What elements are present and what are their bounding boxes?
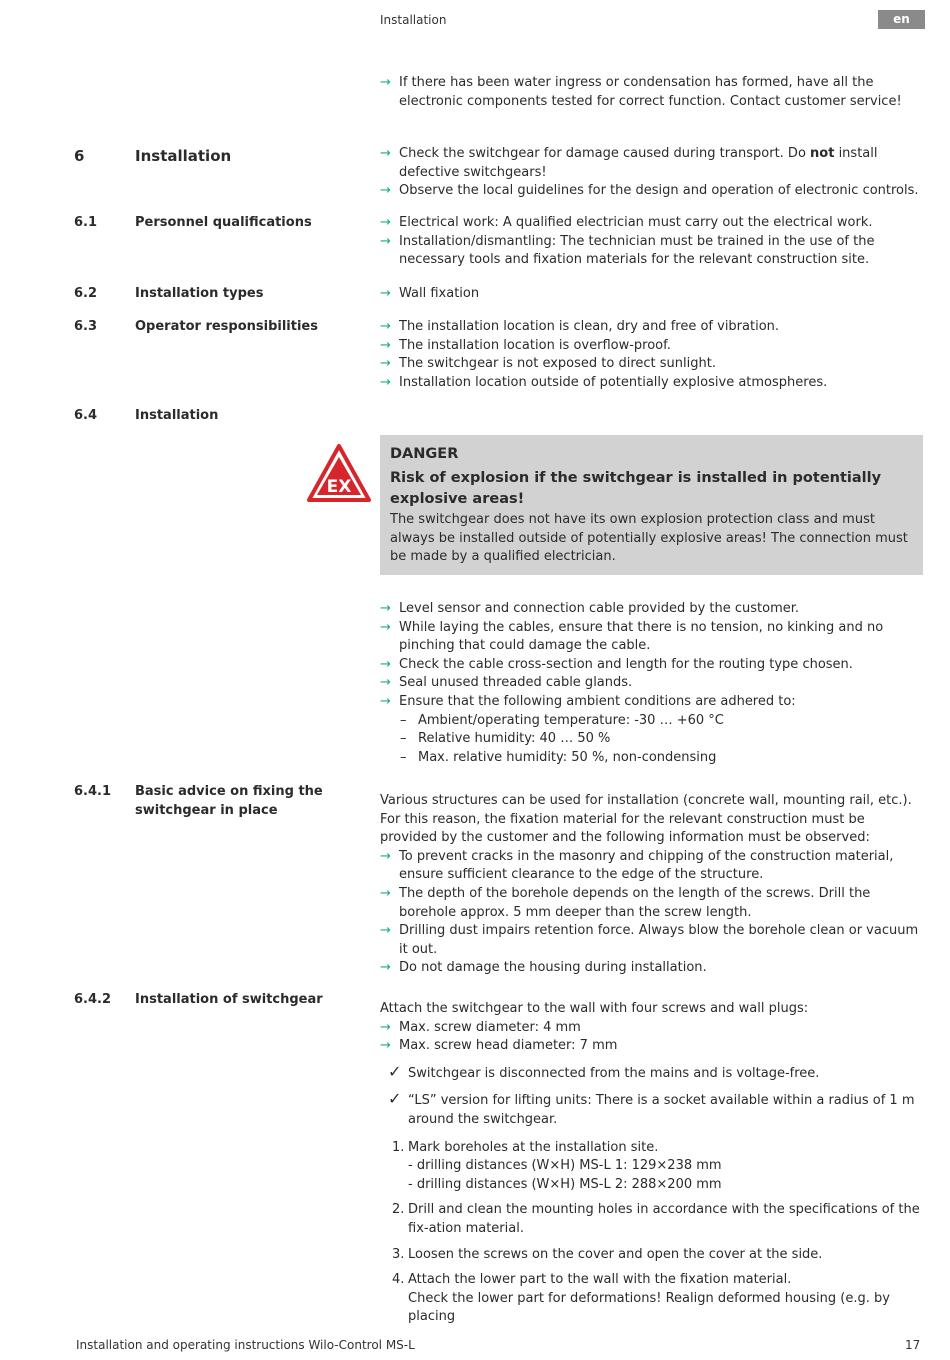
list-item: → Observe the local guidelines for the design and operation of electronic controls. (380, 182, 920, 201)
arrow-right-icon: → (380, 215, 391, 230)
section-title: Operator responsibilities (135, 319, 318, 334)
list-item: → Installation location outside of potentially explosive atmospheres. (380, 374, 920, 393)
dash-icon: – (400, 749, 407, 765)
section-number: 6.1 (74, 215, 98, 230)
checkmark-icon: ✓ (388, 1061, 402, 1081)
list-item: → Drilling dust impairs retention force. Always blow the borehole clean or vacuum it out. (380, 923, 919, 957)
paragraph: Various structures can be used for installation (concrete wall, mounting rail, etc.). For this reason, the fixation material for the relevant construction must be provided by the customer and the following information must be observed: (380, 793, 912, 846)
section-title: Installation types (135, 286, 264, 301)
arrow-right-icon: → (380, 319, 391, 334)
list-item: → If there has been water ingress or condensation has formed, have all the electronic components tested for correct function. Contact customer service! (380, 75, 902, 109)
danger-warning-box (380, 435, 923, 575)
list-item: → To prevent cracks in the masonry and chipping of the construction material, ensure sufficient clearance to the edge of the structure. (380, 848, 894, 883)
list-item: → Level sensor and connection cable provided by the customer. (380, 600, 920, 619)
page-number: 17 (905, 1338, 921, 1352)
step-item: 3. Loosen the screws on the cover and open the cover at the side. (380, 1246, 920, 1265)
prerequisite-item: ✓ Switchgear is disconnected from the mains and is voltage-free. (388, 1061, 820, 1081)
explosion-warning-icon (306, 443, 372, 503)
list-item: → Max. screw head diameter: 7 mm (380, 1037, 920, 1056)
list-item: → Max. screw diameter: 4 mm (380, 1019, 920, 1038)
section-number: 6.4 (74, 408, 98, 423)
paragraph: Attach the switchgear to the wall with four screws and wall plugs: (380, 1001, 809, 1016)
arrow-right-icon: → (380, 146, 391, 161)
arrow-right-icon: → (380, 286, 391, 301)
header-title: Installation (380, 13, 447, 27)
arrow-right-icon: → (380, 848, 391, 864)
section-number: 6.3 (74, 319, 98, 334)
list-item: → Seal unused threaded cable glands. (380, 674, 920, 693)
list-item: → Ensure that the following ambient conditions are adhered to: (380, 693, 920, 712)
section-number: 6.2 (74, 286, 98, 301)
arrow-right-icon: → (380, 75, 391, 90)
arrow-right-icon: → (380, 337, 391, 353)
list-item: → Electrical work: A qualified electrician must carry out the electrical work. (380, 214, 920, 233)
arrow-right-icon: → (380, 885, 391, 901)
arrow-right-icon: → (380, 693, 391, 709)
list-item: → While laying the cables, ensure that there is no tension, no kinking and no pinching that could damage the cable. (380, 619, 884, 654)
step-item: 4. Attach the lower part to the wall with the fixation material. Check the lower part for deformations! Realign deformed housing (e.g. by placing (392, 1272, 890, 1325)
footer-document-title: Installation and operating instructions Wilo-Control MS-L (76, 1338, 415, 1352)
arrow-right-icon: → (380, 1019, 391, 1035)
list-item: → The installation location is clean, dry and free of vibration. (380, 318, 920, 337)
step-number: 2. (392, 1202, 405, 1218)
section-6-4-content (380, 600, 920, 767)
language-badge: en (878, 10, 925, 29)
sub-list-item: – Max. relative humidity: 50 %, non-condensing (380, 749, 920, 768)
list-item: → Installation/dismantling: The technician must be trained in the use of the necessary tools and fixation materials for the relevant construction site. (380, 233, 875, 268)
danger-title: Risk of explosion if the switchgear is installed in potentially explosive areas! (390, 470, 882, 507)
arrow-right-icon: → (380, 356, 391, 372)
section-title: Personnel qualifications (135, 215, 312, 230)
intro-block (380, 74, 920, 111)
section-6-4-1-content (380, 792, 920, 978)
arrow-right-icon: → (380, 183, 391, 199)
step-number: 4. (392, 1272, 405, 1288)
section-number: 6 (74, 147, 85, 165)
step-number: 1. (392, 1139, 405, 1155)
arrow-right-icon: → (380, 1038, 391, 1054)
sub-list-item: – Relative humidity: 40 … 50 % (380, 730, 920, 749)
section-number: 6.4.1 (74, 784, 112, 799)
dash-icon: – (400, 712, 407, 728)
step-number: 3. (392, 1246, 405, 1262)
section-title: Basic advice on fixing the switchgear in place (135, 784, 323, 818)
arrow-right-icon: → (380, 601, 391, 616)
prerequisite-item: ✓ “LS” version for lifting units: There is a socket available within a radius of 1 m around the switchgear. (388, 1089, 915, 1127)
arrow-right-icon: → (380, 656, 391, 672)
list-item: → Check the cable cross-section and length for the routing type chosen. (380, 656, 920, 675)
checkmark-icon: ✓ (388, 1089, 402, 1109)
list-item: → Do not damage the housing during installation. (380, 959, 920, 978)
section-title: Installation of switchgear (135, 992, 323, 1007)
section-6-4-2-content (380, 1000, 920, 1334)
list-item: → The depth of the borehole depends on the length of the screws. Drill the borehole approx. 5 mm deeper than the screw length. (380, 885, 871, 920)
list-item: → Wall fixation (380, 285, 920, 304)
explosion-warning-label: EX (326, 477, 352, 497)
danger-heading: DANGER (390, 446, 459, 462)
step-item: 1. Mark boreholes at the installation site. - drilling distances (W×H) MS-L 1: 129×238 mm - drilling distances (W×H) MS-L 2: 288×200 mm (392, 1139, 722, 1192)
arrow-right-icon: → (380, 960, 391, 976)
section-title: Installation (135, 408, 219, 423)
arrow-right-icon: → (380, 233, 391, 249)
section-6-3-content (380, 318, 920, 392)
section-6-2-content (380, 285, 920, 304)
arrow-right-icon: → (380, 619, 391, 635)
section-title: Installation (135, 147, 232, 165)
section-6-content (380, 145, 920, 201)
sub-list-item: – Ambient/operating temperature: -30 … +60 °C (380, 712, 920, 731)
section-6-1-content (380, 214, 920, 270)
arrow-right-icon: → (380, 374, 391, 390)
arrow-right-icon: → (380, 675, 391, 691)
section-number: 6.4.2 (74, 992, 112, 1007)
dash-icon: – (400, 731, 407, 747)
danger-text: The switchgear does not have its own explosion protection class and must always be installed outside of potentially explosive areas! The connection must be made by a qualified electrician. (390, 512, 908, 565)
step-item: 2. Drill and clean the mounting holes in accordance with the specifications of the fix-ation material. (392, 1202, 920, 1236)
list-item: → The installation location is overflow-proof. (380, 337, 920, 356)
arrow-right-icon: → (380, 923, 391, 939)
list-item: → Check the switchgear for damage caused during transport. Do not install defective switchgears! (380, 146, 878, 180)
list-item: → The switchgear is not exposed to direct sunlight. (380, 355, 920, 374)
